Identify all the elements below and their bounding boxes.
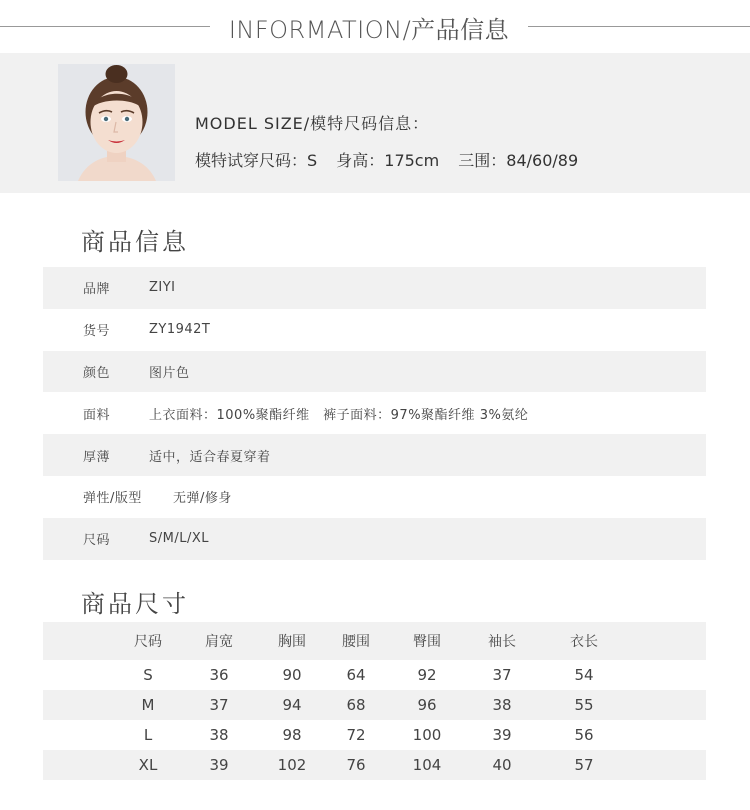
size-cell: 92 xyxy=(417,666,437,684)
size-cell: 76 xyxy=(346,756,366,774)
size-row-s xyxy=(43,660,706,690)
size-cell: 39 xyxy=(492,726,512,744)
size-cell: 55 xyxy=(574,696,594,714)
model-portrait-icon xyxy=(58,64,175,181)
info-value: ZY1942T xyxy=(149,322,211,338)
model-size-info xyxy=(195,111,592,171)
info-key: 颜色 xyxy=(83,365,111,381)
model-trial-size: 模特试穿尺码：S xyxy=(195,151,318,170)
size-cell: 68 xyxy=(346,696,366,714)
size-cell: 94 xyxy=(282,696,302,714)
size-chart-title: 商品尺寸 xyxy=(81,590,189,618)
size-row-m xyxy=(43,690,706,720)
header-divider-left xyxy=(0,26,210,27)
size-cell: 37 xyxy=(209,696,229,714)
size-cell: 39 xyxy=(209,756,229,774)
model-photo xyxy=(58,64,175,181)
product-info-table xyxy=(43,267,706,560)
model-measurements xyxy=(195,148,592,171)
info-row-color xyxy=(43,351,706,393)
size-cell: 90 xyxy=(282,666,302,684)
size-header-row xyxy=(43,622,706,660)
header-divider-right xyxy=(528,26,750,27)
size-header-cell: 袖长 xyxy=(488,634,516,650)
info-row-sizes xyxy=(43,518,706,560)
info-key: 尺码 xyxy=(83,533,111,549)
size-cell: 40 xyxy=(492,756,512,774)
info-key: 弹性/版型 xyxy=(83,491,142,507)
info-value: 上衣面料：100%聚酯纤维 裤子面料：97%聚酯纤维 3%氨纶 xyxy=(149,407,529,423)
size-cell: 37 xyxy=(492,666,512,684)
info-value: 图片色 xyxy=(149,365,190,381)
info-row-thickness xyxy=(43,434,706,476)
info-row-brand xyxy=(43,267,706,309)
size-header-cell: 衣长 xyxy=(570,634,598,650)
size-cell: XL xyxy=(138,756,158,774)
size-cell: 36 xyxy=(209,666,229,684)
size-header-cell: 腰围 xyxy=(342,634,370,650)
product-info-title: 商品信息 xyxy=(81,228,189,256)
info-key: 货号 xyxy=(83,324,111,340)
info-value: ZIYI xyxy=(149,280,176,296)
size-cell: 102 xyxy=(277,756,307,774)
size-header-cell: 肩宽 xyxy=(205,634,233,650)
size-cell: 64 xyxy=(346,666,366,684)
size-cell: 38 xyxy=(209,726,229,744)
size-chart-table xyxy=(43,622,706,780)
model-three-sizes: 三围：84/60/89 xyxy=(458,151,579,170)
info-key: 厚薄 xyxy=(83,449,111,465)
info-row-item-number xyxy=(43,309,706,351)
size-cell: 56 xyxy=(574,726,594,744)
info-value: S/M/L/XL xyxy=(149,531,209,547)
size-header-cell: 臀围 xyxy=(413,634,441,650)
size-cell: 96 xyxy=(417,696,437,714)
model-size-label: MODEL SIZE/模特尺码信息： xyxy=(195,114,430,133)
size-cell: 100 xyxy=(412,726,442,744)
info-key: 面料 xyxy=(83,407,111,423)
size-cell: 72 xyxy=(346,726,366,744)
info-value: 无弹/修身 xyxy=(173,491,232,507)
size-cell: 98 xyxy=(282,726,302,744)
size-cell: M xyxy=(141,696,155,714)
page-title: INFORMATION/产品信息 xyxy=(228,16,510,44)
size-cell: 104 xyxy=(412,756,442,774)
size-cell: S xyxy=(143,666,153,684)
size-header-cell: 尺码 xyxy=(134,634,162,650)
model-height: 身高：175cm xyxy=(336,151,440,170)
info-row-fabric xyxy=(43,392,706,434)
size-cell: 57 xyxy=(574,756,594,774)
size-row-l xyxy=(43,720,706,750)
info-row-fit xyxy=(43,476,706,518)
size-cell: L xyxy=(143,726,153,744)
size-header-cell: 胸围 xyxy=(278,634,306,650)
model-size-panel xyxy=(0,53,750,193)
size-cell: 54 xyxy=(574,666,594,684)
info-key: 品牌 xyxy=(83,282,111,298)
size-cell: 38 xyxy=(492,696,512,714)
info-value: 适中，适合春夏穿着 xyxy=(149,449,271,465)
size-row-xl xyxy=(43,750,706,780)
page-header xyxy=(0,0,750,52)
